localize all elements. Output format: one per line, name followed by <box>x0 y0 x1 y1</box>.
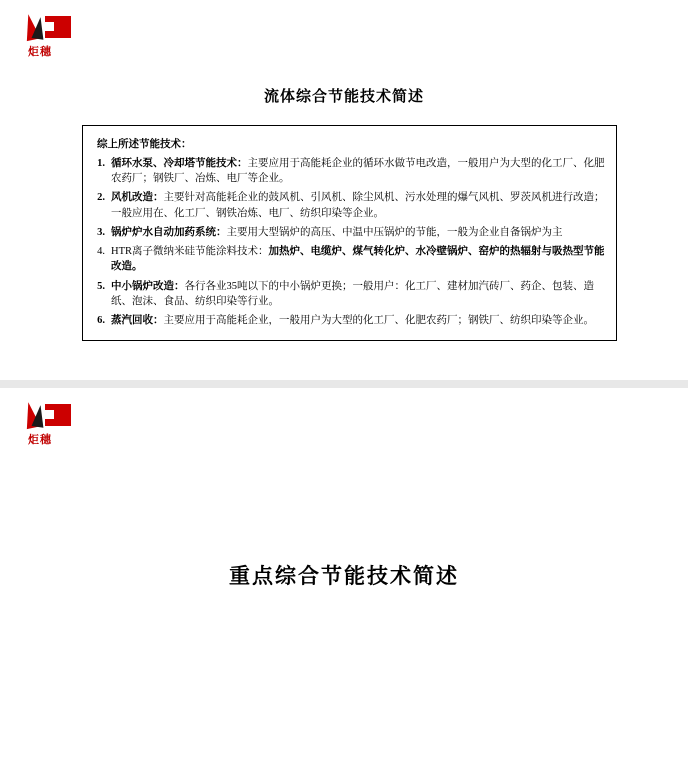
list-item-lead: HTR离子微纳米硅节能涂料技术： <box>111 246 269 258</box>
list-item-lead: 循环水泵、冷却塔节能技术： <box>111 158 248 169</box>
list-item-text: 加热炉、电缆炉、煤气转化炉、水冷壁锅炉、窑炉的热辐射与吸热型节能改造。 <box>111 246 605 273</box>
list-item-number: 3. <box>97 226 105 238</box>
list-item <box>91 190 606 220</box>
logo-text: 炬穗 <box>28 434 52 446</box>
slide-2-title: 重点综合节能技术简述 <box>229 564 459 588</box>
company-logo <box>22 14 78 60</box>
list-item <box>91 156 606 186</box>
list-item <box>91 244 606 274</box>
slide-1 <box>0 0 688 380</box>
logo-notch-icon <box>45 22 54 31</box>
list-item-body <box>111 156 606 186</box>
logo-mark-icon <box>22 402 74 430</box>
list-item-body <box>111 279 606 309</box>
list-item-text: 主要应用于高能耗企业的循环水做节电改造，一般用户为大型的化工厂、化肥农药厂；钢铁厂、冶炼、电厂等企业。 <box>111 158 605 185</box>
logo-mark-icon <box>22 14 74 42</box>
list-item-number: 5. <box>97 280 105 292</box>
list-item-lead: 风机改造： <box>111 192 164 204</box>
list-item-body <box>111 244 606 274</box>
box-heading: 综上所述节能技术： <box>97 139 192 150</box>
list-item-number: 2. <box>97 192 105 204</box>
list-item-text: 主要应用于高能耗企业，一般用户为大型的化工厂、化肥农药厂；钢铁厂、纺织印染等企业。 <box>163 314 594 326</box>
logo-text: 炬穗 <box>28 46 52 58</box>
list-item-body <box>111 313 606 328</box>
list-item-number: 1. <box>97 158 105 169</box>
list-item-text: 主要针对高能耗企业的鼓风机、引风机、除尘风机、污水处理的爆气风机、罗茨风机进行改造；一般应用在、化工厂、钢铁冶炼、电厂、纺织印染等企业。 <box>111 192 605 219</box>
list-item-text: 各行各业35吨以下的中小锅炉更换；一般用户：化工厂、建材加汽砖厂、药企、包装、造纸、泡沫、食品、纺织印染等行业。 <box>111 280 594 307</box>
list-item-lead: 锅炉炉水自动加药系统： <box>111 226 227 238</box>
list-item-body <box>111 190 606 220</box>
slide-1-title: 流体综合节能技术简述 <box>263 89 424 105</box>
company-logo <box>22 402 78 448</box>
list-item-lead: 蒸汽回收： <box>111 314 164 326</box>
list-item-text: 主要用大型锅炉的高压、中温中压锅炉的节能，一般为企业自备锅炉为主 <box>226 226 563 238</box>
list-item-number: 4. <box>97 246 105 258</box>
list-item-body <box>111 225 606 240</box>
list-item <box>91 313 606 328</box>
list-item-lead: 中小锅炉改造： <box>111 280 185 292</box>
content-box <box>82 125 617 341</box>
list-item <box>91 225 606 240</box>
list-item <box>91 279 606 309</box>
list-item-number: 6. <box>97 314 105 326</box>
slide-2 <box>0 388 688 779</box>
logo-notch-icon <box>45 410 54 419</box>
